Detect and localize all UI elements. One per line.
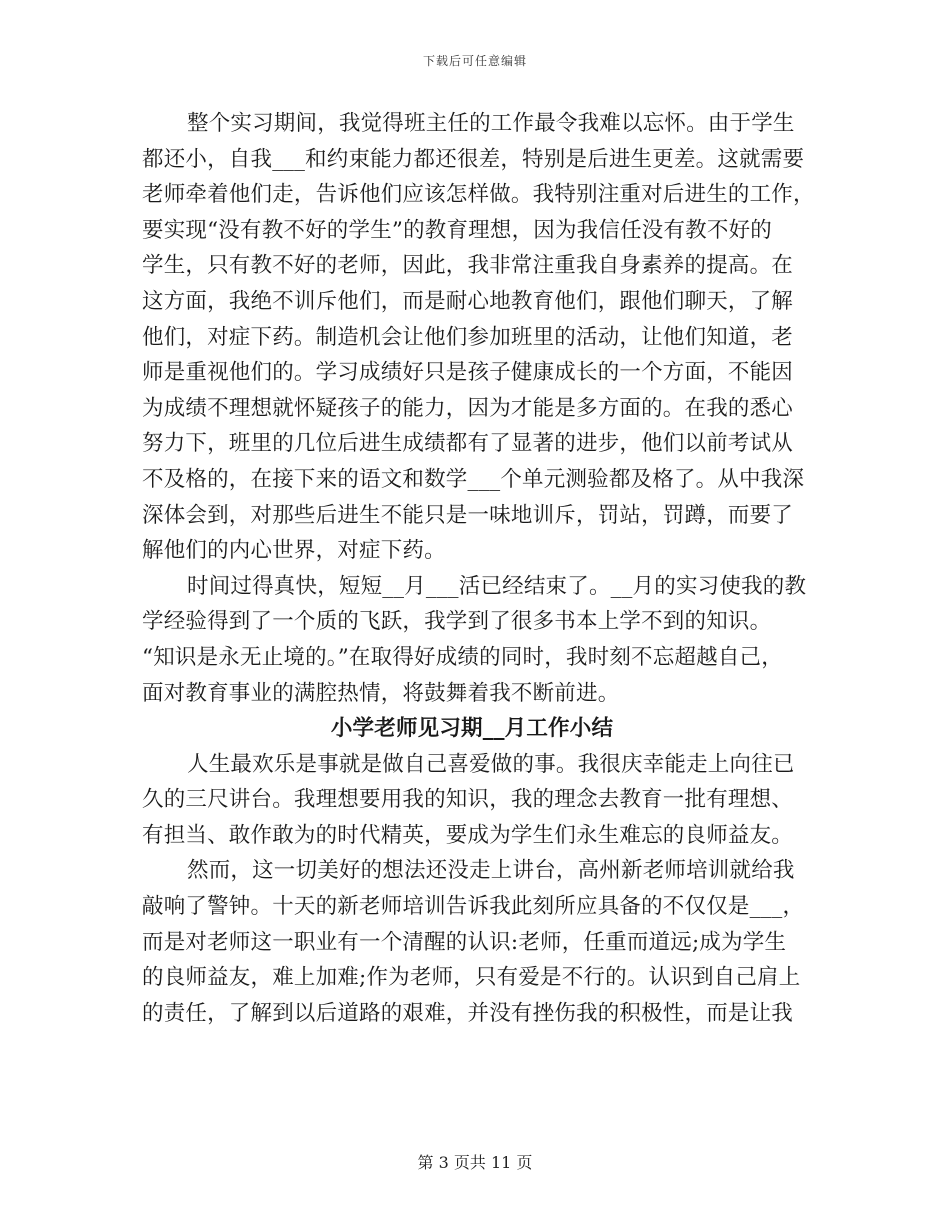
- page-header: 下载后可任意编辑: [422, 54, 527, 68]
- paragraph-line: 这方面，我绝不训斥他们，而是耐心地教育他们，跟他们聊天，了解: [142, 288, 794, 314]
- paragraph-line: 他们，对症下药。制造机会让他们参加班里的活动，让他们知道，老: [142, 324, 794, 350]
- paragraph-line: 的责任，了解到以后道路的艰难，并没有挫伤我的积极性，而是让我: [142, 1000, 794, 1026]
- paragraph-line: 时间过得真快，短短__月___活已经结束了。__月的实习使我的教: [187, 573, 807, 599]
- paragraph-line: 学经验得到了一个质的飞跃，我学到了很多书本上学不到的知识。: [142, 609, 772, 635]
- paragraph-line: 为成绩不理想就怀疑孩子的能力，因为才能是多方面的。在我的悉心: [142, 395, 794, 421]
- paragraph-line: 都还小，自我___和约束能力都还很差，特别是后进生更差。这就需要: [142, 146, 805, 172]
- document-body: [142, 106, 815, 1031]
- paragraph-line: “知识是永无止境的。”在取得好成绩的同时，我时刻不忘超越自己，: [142, 644, 783, 670]
- paragraph-line: 努力下，班里的几位后进生成绩都有了显著的进步，他们以前考试从: [142, 431, 794, 457]
- page-footer: 第 3 页共 11 页: [417, 1153, 533, 1172]
- paragraph-line: 然而，这一切美好的想法还没走上讲台，高州新老师培训就给我: [187, 858, 795, 884]
- paragraph-line: 不及格的，在接下来的语文和数学___个单元测验都及格了。从中我深: [142, 466, 805, 492]
- paragraph-line: 老师牵着他们走，告诉他们应该怎样做。我特别注重对后进生的工作，: [142, 182, 815, 208]
- paragraph-line: 解他们的内心世界，对症下药。: [142, 538, 446, 564]
- paragraph-line: 整个实习期间，我觉得班主任的工作最令我难以忘怀。由于学生: [187, 111, 795, 136]
- paragraph-line: 敲响了警钟。十天的新老师培训告诉我此刻所应具备的不仅仅是___，: [142, 894, 805, 920]
- paragraph-line: 有担当、敢作敢为的时代精英，要成为学生们永生难忘的良师益友。: [142, 822, 794, 848]
- paragraph-line: 要实现“没有教不好的学生”的教育理想，因为我信任没有教不好的: [142, 217, 772, 243]
- section-heading: 小学老师见习期__月工作小结: [330, 716, 614, 742]
- paragraph-line: 师是重视他们的。学习成绩好只是孩子健康成长的一个方面，不能因: [142, 360, 794, 386]
- paragraph-line: 面对教育事业的满腔热情，将鼓舞着我不断前进。: [142, 680, 620, 706]
- paragraph-line: 久的三尺讲台。我理想要用我的知识，我的理念去教育一批有理想、: [142, 787, 794, 813]
- paragraph-line: 深体会到，对那些后进生不能只是一味地训斥，罚站，罚蹲，而要了: [142, 502, 794, 528]
- paragraph-line: 而是对老师这一职业有一个清醒的认识:老师，任重而道远;成为学生: [142, 929, 787, 955]
- paragraph-line: 人生最欢乐是事就是做自己喜爱做的事。我很庆幸能走上向往已: [187, 751, 795, 777]
- paragraph-line: 学生，只有教不好的老师，因此，我非常注重我自身素养的提高。在: [142, 253, 794, 279]
- paragraph-line: 的良师益友，难上加难;作为老师，只有爱是不行的。认识到自己肩上: [142, 965, 801, 991]
